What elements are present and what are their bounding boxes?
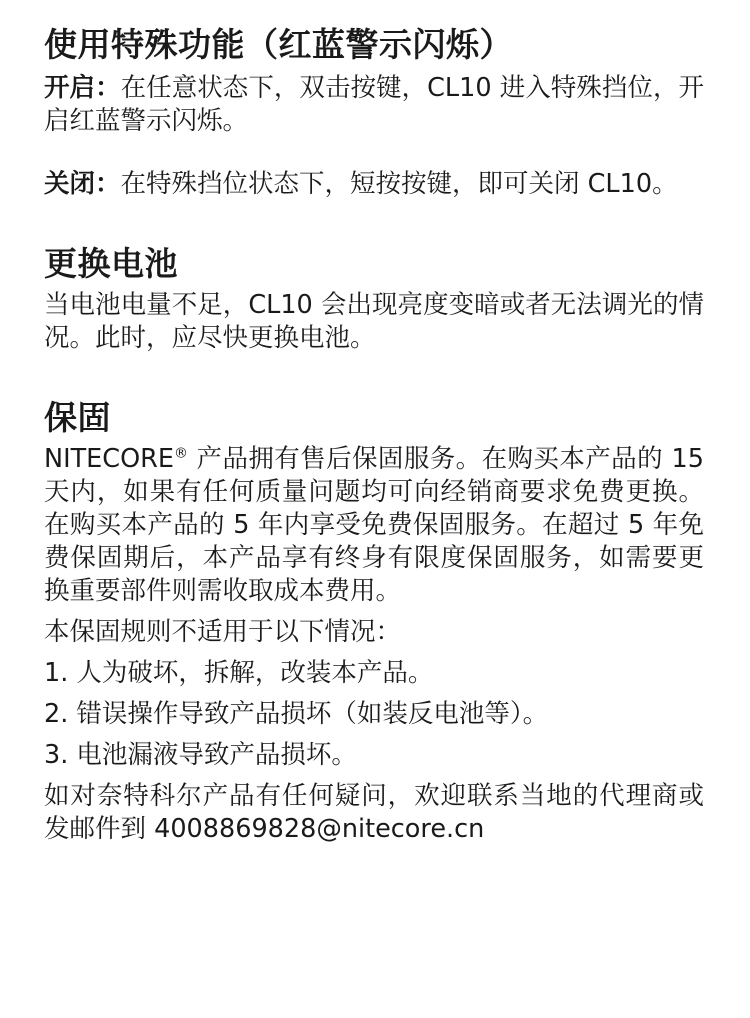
on-text: 在任意状态下，双击按键，CL10 进入特殊挡位，开启红蓝警示闪烁。 — [44, 73, 704, 136]
battery-title: 更换电池 — [44, 244, 178, 283]
warranty-section — [44, 395, 704, 846]
exclusions-intro: 本保固规则不适用于以下情况： — [44, 617, 402, 647]
off-label: 关闭： — [44, 169, 121, 199]
warranty-body: 产品拥有售后保固服务。在购买本产品的 15 天内，如果有任何质量问题均可向经销商要求免费更换。在购买本产品的 5 年内享受免费保固服务。在超过 5 年免费保固期后，本产品享有终身有限度保固服务，如需要更换重要部件则需收取成本费用。 — [44, 444, 704, 606]
list-item: 3. 电池漏液导致产品损坏。 — [44, 740, 357, 770]
contact-text: 如对奈特科尔产品有任何疑问，欢迎联系当地的代理商或发邮件到 4008869828@nitecore.cn — [44, 781, 704, 844]
list-item: 1. 人为破坏，拆解，改装本产品。 — [44, 658, 434, 688]
battery-text: 当电池电量不足，CL10 会出现亮度变暗或者无法调光的情况。此时，应尽快更换电池。 — [44, 290, 704, 353]
warranty-title: 保固 — [44, 398, 111, 437]
registered-mark: ® — [174, 445, 188, 462]
special-function-on-paragraph — [44, 72, 704, 138]
special-function-title: 使用特殊功能（红蓝警示闪烁） — [44, 25, 513, 64]
on-label: 开启： — [44, 73, 121, 103]
special-function-off-paragraph — [44, 168, 704, 201]
list-item: 2. 错误操作导致产品损坏（如装反电池等）。 — [44, 699, 549, 729]
off-text: 在特殊挡位状态下，短按按键，即可关闭 CL10。 — [120, 169, 678, 199]
battery-section — [44, 241, 704, 355]
manual-page — [44, 22, 704, 846]
brand-name: NITECORE — [44, 444, 174, 474]
warranty-text — [44, 443, 704, 608]
exclusions-list — [44, 657, 704, 772]
special-function-section — [44, 22, 704, 201]
spacer — [44, 138, 704, 168]
